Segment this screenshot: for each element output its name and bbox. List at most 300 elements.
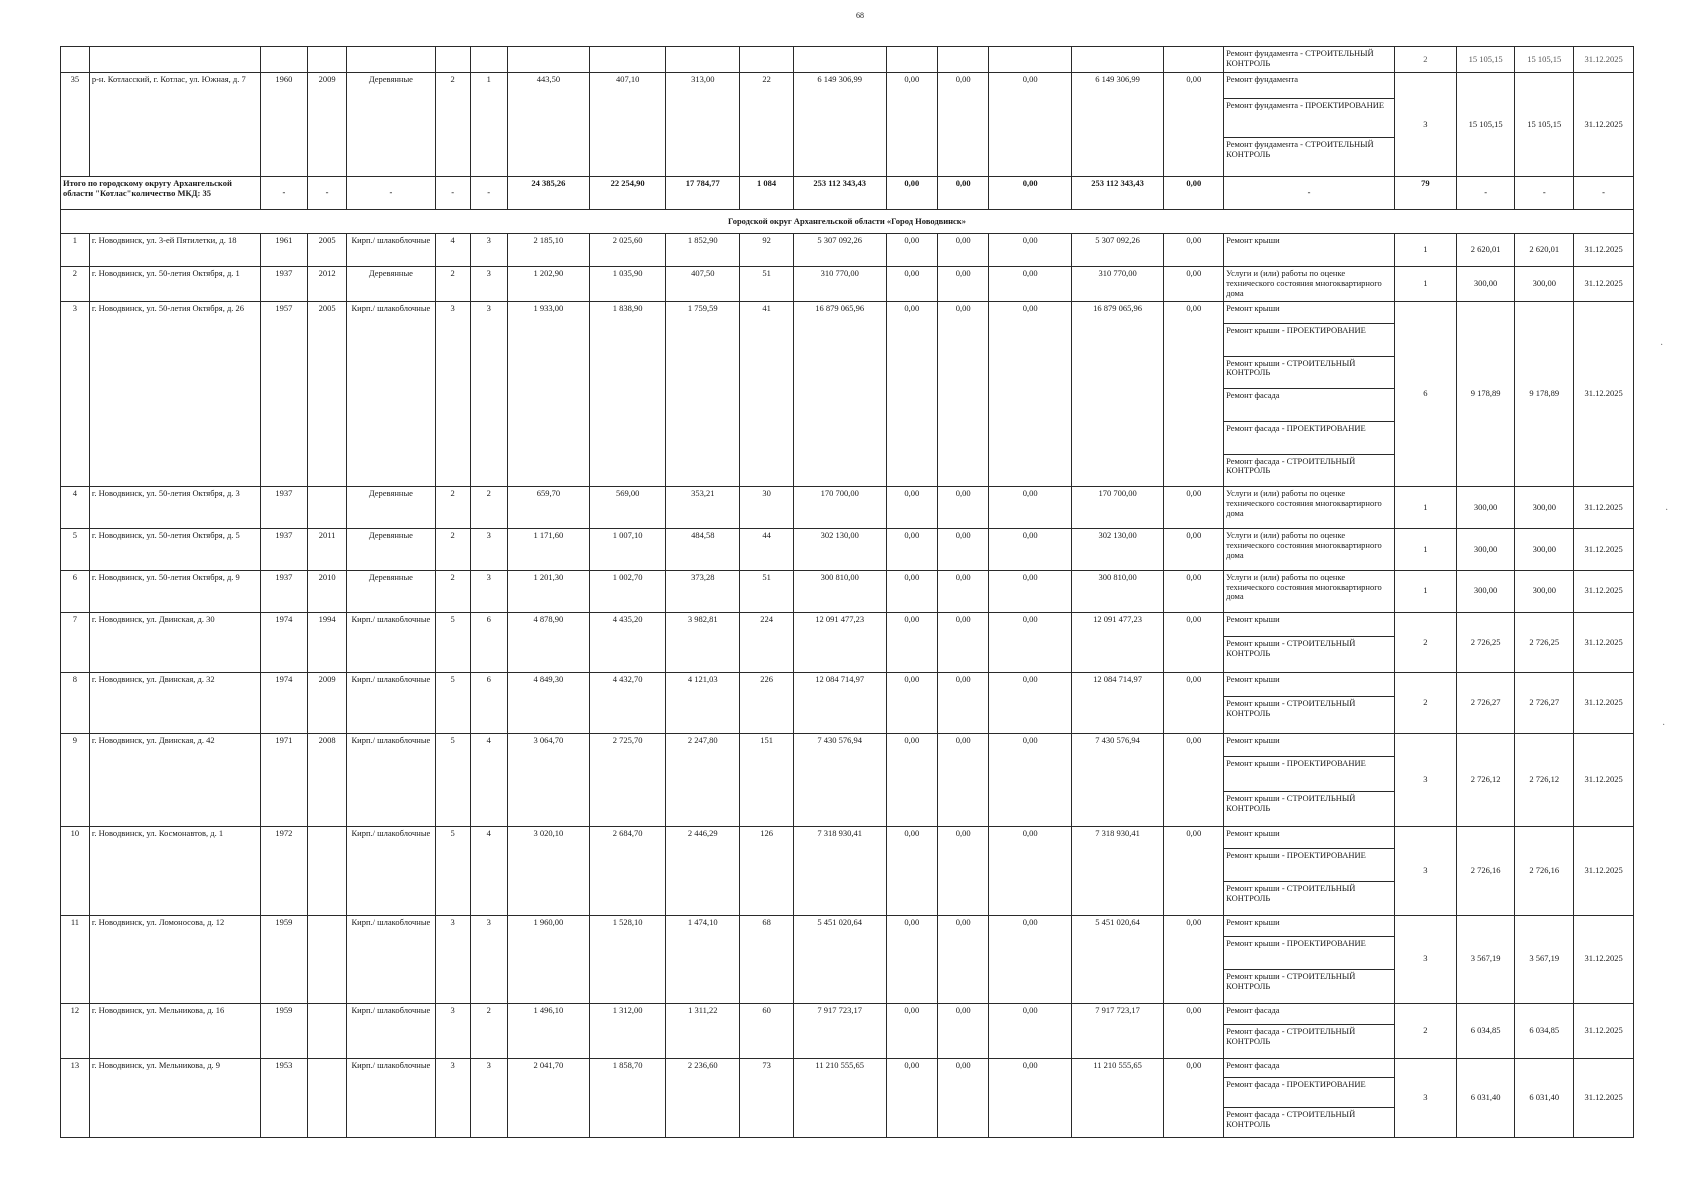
- year-overhaul-cell: [308, 1058, 347, 1137]
- address-cell: г. Новодвинск, ул. Двинская, д. 42: [89, 733, 260, 827]
- cost-owners-cell: 300 810,00: [1071, 570, 1164, 612]
- fund-cell: 0,00: [1164, 1058, 1224, 1137]
- fund-cell: 0,00: [1164, 733, 1224, 827]
- cost-total-cell: 5 451 020,64: [793, 915, 886, 1003]
- dash-cell: -: [1456, 176, 1515, 209]
- works-cell: [1224, 529, 1395, 571]
- area-premises-cell: 1 838,90: [590, 302, 666, 487]
- work-item: Ремонт крыши - СТРОИТЕЛЬНЫЙ КОНТРОЛЬ: [1226, 698, 1356, 719]
- fund-cell: 0,00: [937, 733, 988, 827]
- work-item: Услуги и (или) работы по оценке технического состояния многоквартирного дома: [1226, 488, 1382, 518]
- year-built-cell: 1961: [260, 234, 307, 267]
- deadline-cell: 31.12.2025: [1574, 487, 1634, 529]
- work-item: Услуги и (или) работы по оценке технического состояния многоквартирного дома: [1226, 530, 1382, 560]
- cost-total-cell: 253 112 343,43: [793, 176, 886, 209]
- address-cell: г. Новодвинск, ул. Двинская, д. 32: [89, 673, 260, 734]
- area-premises-cell: 1 002,70: [590, 570, 666, 612]
- work-item: Ремонт крыши: [1224, 916, 1394, 938]
- entrances-cell: 3: [470, 529, 507, 571]
- fund-cell: 0,00: [989, 267, 1071, 302]
- fund-cell: 0,00: [886, 673, 937, 734]
- floors-cell: 2: [435, 570, 470, 612]
- fund-cell: 0,00: [886, 267, 937, 302]
- row-number: 2: [61, 267, 90, 302]
- floors-cell: 2: [435, 267, 470, 302]
- residents-cell: 51: [740, 267, 794, 302]
- fund-cell: 0,00: [886, 733, 937, 827]
- repair-program-table: [60, 46, 1634, 1138]
- area-living-cell: 373,28: [666, 570, 740, 612]
- unit-cost-cell: 15 105,15: [1456, 47, 1515, 73]
- area-total-cell: 1 202,90: [507, 267, 589, 302]
- table-row: [61, 234, 1634, 267]
- cost-total-cell: 7 917 723,17: [793, 1003, 886, 1058]
- entrances-cell: 3: [470, 267, 507, 302]
- residents-cell: 151: [740, 733, 794, 827]
- unit-cost-cell: 2 620,01: [1456, 234, 1515, 267]
- deadline-cell: 31.12.2025: [1574, 915, 1634, 1003]
- area-living-cell: 1 852,90: [666, 234, 740, 267]
- limit-cost-cell: 6 031,40: [1515, 1058, 1574, 1137]
- year-built-cell: 1937: [260, 267, 307, 302]
- deadline-cell: 31.12.2025: [1574, 612, 1634, 673]
- fund-cell: 0,00: [886, 570, 937, 612]
- table-cell: [61, 47, 90, 73]
- fund-cell: 0,00: [1164, 176, 1224, 209]
- table-cell: [308, 47, 347, 73]
- cost-owners-cell: 12 084 714,97: [1071, 673, 1164, 734]
- fund-cell: 0,00: [989, 570, 1071, 612]
- limit-cost-cell: 2 726,27: [1515, 673, 1574, 734]
- fund-cell: 0,00: [989, 302, 1071, 487]
- table-row: [61, 827, 1634, 915]
- works-cell: [1224, 827, 1395, 915]
- fund-cell: 0,00: [1164, 529, 1224, 571]
- residents-cell: 68: [740, 915, 794, 1003]
- year-built-cell: 1959: [260, 1003, 307, 1058]
- work-item: Ремонт фасада - СТРОИТЕЛЬНЫЙ КОНТРОЛЬ: [1226, 455, 1356, 476]
- table-cell: [470, 47, 507, 73]
- fund-cell: 0,00: [937, 529, 988, 571]
- floors-cell: 2: [435, 529, 470, 571]
- walls-cell: Деревянные: [347, 570, 436, 612]
- fund-cell: 0,00: [1164, 73, 1224, 176]
- walls-cell: Деревянные: [347, 529, 436, 571]
- cost-owners-cell: 302 130,00: [1071, 529, 1164, 571]
- cost-total-cell: 7 318 930,41: [793, 827, 886, 915]
- page-number: 68: [856, 11, 864, 20]
- fund-cell: 0,00: [937, 487, 988, 529]
- fund-cell: 0,00: [1164, 234, 1224, 267]
- walls-cell: Кирп./ шлакоблочные: [347, 733, 436, 827]
- work-item: Ремонт крыши: [1226, 235, 1280, 246]
- limit-cost-cell: 15 105,15: [1515, 73, 1574, 176]
- area-premises-cell: 1 528,10: [590, 915, 666, 1003]
- residents-cell: 30: [740, 487, 794, 529]
- work-item: Ремонт крыши - ПРОЕКТИРОВАНИЕ: [1224, 937, 1394, 970]
- year-built-cell: 1972: [260, 827, 307, 915]
- unit-cost-cell: 300,00: [1456, 267, 1515, 302]
- works-cell: [1224, 612, 1395, 673]
- dash-cell: -: [1515, 176, 1574, 209]
- floors-cell: 5: [435, 673, 470, 734]
- residents-cell: 44: [740, 529, 794, 571]
- cost-owners-cell: 6 149 306,99: [1071, 73, 1164, 176]
- cost-total-cell: 7 430 576,94: [793, 733, 886, 827]
- dash-cell: -: [260, 176, 307, 209]
- work-item: Ремонт крыши - СТРОИТЕЛЬНЫЙ КОНТРОЛЬ: [1226, 971, 1356, 992]
- floors-cell: 3: [435, 915, 470, 1003]
- limit-cost-cell: 9 178,89: [1515, 302, 1574, 487]
- unit-cost-cell: 2 726,16: [1456, 827, 1515, 915]
- fund-cell: 0,00: [989, 733, 1071, 827]
- work-item: Ремонт фасада: [1224, 389, 1394, 422]
- area-premises-cell: 1 035,90: [590, 267, 666, 302]
- deadline-cell: 31.12.2025: [1574, 73, 1634, 176]
- fund-cell: 0,00: [937, 302, 988, 487]
- table-row: [61, 302, 1634, 487]
- works-cell: [1224, 234, 1395, 267]
- works-cell: [1224, 733, 1395, 827]
- work-count-cell: 2: [1395, 47, 1457, 73]
- walls-cell: Деревянные: [347, 487, 436, 529]
- work-item: Ремонт фундамента - СТРОИТЕЛЬНЫЙ КОНТРОЛЬ: [1226, 48, 1374, 68]
- year-overhaul-cell: 1994: [308, 612, 347, 673]
- deadline-cell: 31.12.2025: [1574, 234, 1634, 267]
- row-number: 6: [61, 570, 90, 612]
- area-total-cell: 1 201,30: [507, 570, 589, 612]
- table-row: [61, 570, 1634, 612]
- row-number: 12: [61, 1003, 90, 1058]
- row-number: 1: [61, 234, 90, 267]
- work-item: Ремонт фасада - ПРОЕКТИРОВАНИЕ: [1224, 1078, 1394, 1108]
- floors-cell: 4: [435, 234, 470, 267]
- year-overhaul-cell: [308, 827, 347, 915]
- cost-total-cell: 170 700,00: [793, 487, 886, 529]
- area-total-cell: 2 041,70: [507, 1058, 589, 1137]
- table-row: [61, 915, 1634, 1003]
- deadline-cell: 31.12.2025: [1574, 827, 1634, 915]
- fund-cell: 0,00: [937, 915, 988, 1003]
- limit-cost-cell: 300,00: [1515, 570, 1574, 612]
- area-premises-cell: 1 312,00: [590, 1003, 666, 1058]
- entrances-cell: 3: [470, 915, 507, 1003]
- floors-cell: 3: [435, 1003, 470, 1058]
- fund-cell: 0,00: [937, 612, 988, 673]
- fund-cell: 0,00: [937, 673, 988, 734]
- unit-cost-cell: 300,00: [1456, 529, 1515, 571]
- section-title: Городской округ Архангельской области «Город Новодвинск»: [61, 209, 1634, 233]
- fund-cell: 0,00: [937, 73, 988, 176]
- cost-total-cell: 5 307 092,26: [793, 234, 886, 267]
- area-total-cell: 24 385,26: [507, 176, 589, 209]
- dash-cell: -: [435, 176, 470, 209]
- area-total-cell: 1 933,00: [507, 302, 589, 487]
- work-item: Ремонт крыши: [1224, 734, 1394, 757]
- limit-cost-cell: 300,00: [1515, 267, 1574, 302]
- fund-cell: 0,00: [937, 176, 988, 209]
- work-item: Ремонт фасада - СТРОИТЕЛЬНЫЙ КОНТРОЛЬ: [1226, 1109, 1356, 1129]
- work-item: Услуги и (или) работы по оценке технического состояния многоквартирного дома: [1226, 268, 1382, 298]
- area-total-cell: 3 064,70: [507, 733, 589, 827]
- unit-cost-cell: 2 726,12: [1456, 733, 1515, 827]
- residents-cell: 226: [740, 673, 794, 734]
- entrances-cell: 4: [470, 827, 507, 915]
- fund-cell: 0,00: [989, 915, 1071, 1003]
- entrances-cell: 3: [470, 570, 507, 612]
- table-cell: [937, 47, 988, 73]
- fund-cell: 0,00: [989, 1058, 1071, 1137]
- residents-cell: 22: [740, 73, 794, 176]
- address-cell: г. Новодвинск, ул. 50-летия Октября, д. 5: [89, 529, 260, 571]
- residents-cell: 41: [740, 302, 794, 487]
- limit-cost-cell: 2 726,25: [1515, 612, 1574, 673]
- table-cell: [740, 47, 794, 73]
- dash-cell: -: [347, 176, 436, 209]
- work-item: Ремонт крыши - СТРОИТЕЛЬНЫЙ КОНТРОЛЬ: [1226, 883, 1356, 904]
- floors-cell: 5: [435, 827, 470, 915]
- area-total-cell: 3 020,10: [507, 827, 589, 915]
- floors-cell: 5: [435, 733, 470, 827]
- year-overhaul-cell: 2008: [308, 733, 347, 827]
- table-row: [61, 487, 1634, 529]
- work-count-cell: 79: [1395, 176, 1457, 209]
- year-overhaul-cell: [308, 487, 347, 529]
- work-item: Ремонт крыши - ПРОЕКТИРОВАНИЕ: [1224, 324, 1394, 357]
- address-cell: р-н. Котласский, г. Котлас, ул. Южная, д. 7: [89, 73, 260, 176]
- address-cell: г. Новодвинск, ул. Ломоносова, д. 12: [89, 915, 260, 1003]
- fund-cell: 0,00: [1164, 267, 1224, 302]
- residents-cell: 126: [740, 827, 794, 915]
- unit-cost-cell: 2 726,27: [1456, 673, 1515, 734]
- table-row: [61, 529, 1634, 571]
- dash-cell: -: [470, 176, 507, 209]
- table-cell: [793, 47, 886, 73]
- deadline-cell: 31.12.2025: [1574, 302, 1634, 487]
- area-premises-cell: 22 254,90: [590, 176, 666, 209]
- dash-cell: -: [1224, 176, 1395, 209]
- residents-cell: 224: [740, 612, 794, 673]
- work-count-cell: 3: [1395, 73, 1457, 176]
- table-cell: [435, 47, 470, 73]
- residents-cell: 92: [740, 234, 794, 267]
- fund-cell: 0,00: [886, 176, 937, 209]
- floors-cell: 2: [435, 487, 470, 529]
- area-premises-cell: 2 684,70: [590, 827, 666, 915]
- table-row: [61, 673, 1634, 734]
- walls-cell: Кирп./ шлакоблочные: [347, 915, 436, 1003]
- floors-cell: 3: [435, 302, 470, 487]
- table-cell: [507, 47, 589, 73]
- walls-cell: Деревянные: [347, 73, 436, 176]
- work-item: Ремонт фасада - СТРОИТЕЛЬНЫЙ КОНТРОЛЬ: [1226, 1026, 1356, 1047]
- walls-cell: Кирп./ шлакоблочные: [347, 1058, 436, 1137]
- works-cell: [1224, 673, 1395, 734]
- fund-cell: 0,00: [1164, 673, 1224, 734]
- cost-total-cell: 310 770,00: [793, 267, 886, 302]
- work-count-cell: 6: [1395, 302, 1457, 487]
- area-premises-cell: 1 007,10: [590, 529, 666, 571]
- area-total-cell: 4 849,30: [507, 673, 589, 734]
- fund-cell: 0,00: [886, 529, 937, 571]
- year-built-cell: 1957: [260, 302, 307, 487]
- area-living-cell: 313,00: [666, 73, 740, 176]
- walls-cell: Кирп./ шлакоблочные: [347, 302, 436, 487]
- work-count-cell: 3: [1395, 1058, 1457, 1137]
- year-built-cell: 1960: [260, 73, 307, 176]
- address-cell: г. Новодвинск, ул. Мельникова, д. 16: [89, 1003, 260, 1058]
- area-living-cell: 4 121,03: [666, 673, 740, 734]
- fund-cell: 0,00: [886, 487, 937, 529]
- entrances-cell: 3: [470, 234, 507, 267]
- limit-cost-cell: 2 726,12: [1515, 733, 1574, 827]
- works-cell: [1224, 1003, 1395, 1058]
- margin-mark: ·: [1662, 720, 1666, 731]
- limit-cost-cell: 300,00: [1515, 487, 1574, 529]
- row-number: 9: [61, 733, 90, 827]
- work-item: Ремонт крыши - ПРОЕКТИРОВАНИЕ: [1224, 757, 1394, 792]
- floors-cell: 5: [435, 612, 470, 673]
- work-count-cell: 1: [1395, 529, 1457, 571]
- area-living-cell: 1 311,22: [666, 1003, 740, 1058]
- work-count-cell: 1: [1395, 267, 1457, 302]
- year-built-cell: 1974: [260, 612, 307, 673]
- work-item: Ремонт крыши - СТРОИТЕЛЬНЫЙ КОНТРОЛЬ: [1226, 793, 1356, 813]
- margin-mark: ·: [1665, 505, 1669, 516]
- table-cell: [89, 47, 260, 73]
- unit-cost-cell: 300,00: [1456, 570, 1515, 612]
- deadline-cell: 31.12.2025: [1574, 570, 1634, 612]
- year-built-cell: 1937: [260, 529, 307, 571]
- deadline-cell: 31.12.2025: [1574, 267, 1634, 302]
- fund-cell: 0,00: [1164, 570, 1224, 612]
- table-row: [61, 733, 1634, 827]
- work-item: Ремонт фасада: [1224, 1059, 1394, 1079]
- cost-total-cell: 300 810,00: [793, 570, 886, 612]
- address-cell: г. Новодвинск, ул. Мельникова, д. 9: [89, 1058, 260, 1137]
- row-number: 13: [61, 1058, 90, 1137]
- address-cell: г. Новодвинск, ул. 50-летия Октября, д. 3: [89, 487, 260, 529]
- cost-owners-cell: 12 091 477,23: [1071, 612, 1164, 673]
- row-number: 7: [61, 612, 90, 673]
- fund-cell: 0,00: [937, 267, 988, 302]
- unit-cost-cell: 6 031,40: [1456, 1058, 1515, 1137]
- cost-owners-cell: 253 112 343,43: [1071, 176, 1164, 209]
- area-total-cell: 1 496,10: [507, 1003, 589, 1058]
- walls-cell: Кирп./ шлакоблочные: [347, 234, 436, 267]
- fund-cell: 0,00: [989, 827, 1071, 915]
- works-cell: [1224, 47, 1395, 73]
- fund-cell: 0,00: [1164, 302, 1224, 487]
- cost-owners-cell: 11 210 555,65: [1071, 1058, 1164, 1137]
- unit-cost-cell: 15 105,15: [1456, 73, 1515, 176]
- walls-cell: Деревянные: [347, 267, 436, 302]
- fund-cell: 0,00: [989, 612, 1071, 673]
- fund-cell: 0,00: [989, 176, 1071, 209]
- area-living-cell: 1 759,59: [666, 302, 740, 487]
- fund-cell: 0,00: [989, 487, 1071, 529]
- table-cell: [260, 47, 307, 73]
- year-built-cell: 1971: [260, 733, 307, 827]
- cost-total-cell: 12 091 477,23: [793, 612, 886, 673]
- area-premises-cell: 569,00: [590, 487, 666, 529]
- table-cell: [347, 47, 436, 73]
- fund-cell: 0,00: [937, 1058, 988, 1137]
- year-built-cell: 1937: [260, 487, 307, 529]
- fund-cell: 0,00: [937, 827, 988, 915]
- work-item: Ремонт фасада: [1224, 1004, 1394, 1026]
- cost-owners-cell: 5 451 020,64: [1071, 915, 1164, 1003]
- row-number: 10: [61, 827, 90, 915]
- work-count-cell: 1: [1395, 234, 1457, 267]
- floors-cell: 3: [435, 1058, 470, 1137]
- entrances-cell: 4: [470, 733, 507, 827]
- fund-cell: 0,00: [886, 827, 937, 915]
- residents-cell: 73: [740, 1058, 794, 1137]
- area-total-cell: 659,70: [507, 487, 589, 529]
- work-count-cell: 1: [1395, 570, 1457, 612]
- work-item: Ремонт фундамента - СТРОИТЕЛЬНЫЙ КОНТРОЛЬ: [1226, 138, 1374, 159]
- table-cell: [886, 47, 937, 73]
- deadline-cell: 31.12.2025: [1574, 1003, 1634, 1058]
- limit-cost-cell: 2 620,01: [1515, 234, 1574, 267]
- address-cell: г. Новодвинск, ул. 50-летия Октября, д. 9: [89, 570, 260, 612]
- entrances-cell: 2: [470, 487, 507, 529]
- section-header-row: [61, 209, 1634, 233]
- entrances-cell: 2: [470, 1003, 507, 1058]
- entrances-cell: 6: [470, 673, 507, 734]
- cost-owners-cell: 310 770,00: [1071, 267, 1164, 302]
- fund-cell: 0,00: [989, 529, 1071, 571]
- fund-cell: 0,00: [1164, 612, 1224, 673]
- works-cell: [1224, 267, 1395, 302]
- row-number: 11: [61, 915, 90, 1003]
- work-count-cell: 1: [1395, 487, 1457, 529]
- cost-total-cell: 11 210 555,65: [793, 1058, 886, 1137]
- fund-cell: 0,00: [937, 234, 988, 267]
- area-premises-cell: 4 432,70: [590, 673, 666, 734]
- table-row: [61, 73, 1634, 176]
- row-number: 8: [61, 673, 90, 734]
- year-overhaul-cell: 2010: [308, 570, 347, 612]
- cost-owners-cell: 16 879 065,96: [1071, 302, 1164, 487]
- works-cell: [1224, 570, 1395, 612]
- fund-cell: 0,00: [1164, 827, 1224, 915]
- address-cell: г. Новодвинск, ул. 50-летия Октября, д. 26: [89, 302, 260, 487]
- cost-total-cell: 6 149 306,99: [793, 73, 886, 176]
- area-premises-cell: 4 435,20: [590, 612, 666, 673]
- works-cell: [1224, 915, 1395, 1003]
- cost-owners-cell: 7 430 576,94: [1071, 733, 1164, 827]
- year-built-cell: 1959: [260, 915, 307, 1003]
- year-overhaul-cell: 2005: [308, 234, 347, 267]
- work-count-cell: 3: [1395, 733, 1457, 827]
- area-living-cell: 2 236,60: [666, 1058, 740, 1137]
- table-row: [61, 1003, 1634, 1058]
- work-item: Услуги и (или) работы по оценке технического состояния многоквартирного дома: [1226, 571, 1382, 602]
- year-built-cell: 1974: [260, 673, 307, 734]
- entrances-cell: 3: [470, 1058, 507, 1137]
- work-count-cell: 2: [1395, 612, 1457, 673]
- works-cell: [1224, 302, 1395, 487]
- works-cell: [1224, 73, 1395, 176]
- fund-cell: 0,00: [989, 673, 1071, 734]
- unit-cost-cell: 300,00: [1456, 487, 1515, 529]
- table-cell: [1071, 47, 1164, 73]
- year-overhaul-cell: [308, 915, 347, 1003]
- address-cell: г. Новодвинск, ул. 50-летия Октября, д. 1: [89, 267, 260, 302]
- table-row: [61, 1058, 1634, 1137]
